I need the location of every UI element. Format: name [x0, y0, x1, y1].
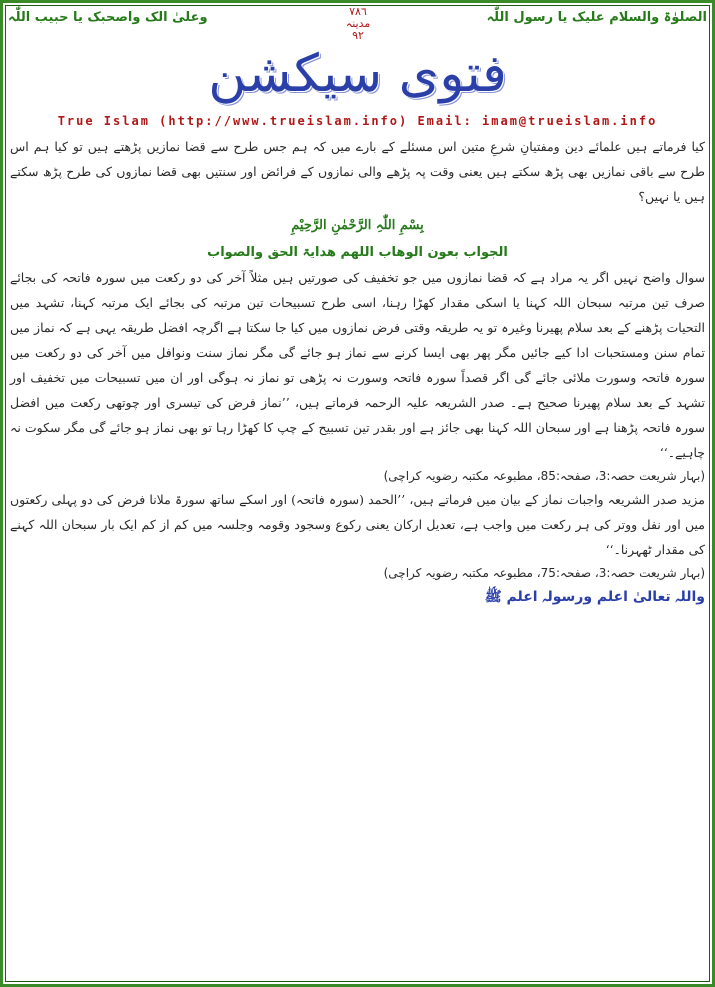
- fatwa-content: [10, 134, 705, 610]
- basmala: بِسْمِ اللّٰہِ الرَّحْمٰنِ الرَّحِیْمِ: [291, 218, 424, 233]
- answer-heading: الجواب بعون الوھاب اللھم ھدایۃ الحق والصواب: [207, 245, 508, 260]
- emblem-line-1: ۷۸٦: [349, 5, 367, 18]
- closing-line: واللہ تعالیٰ اعلم ورسولہ اعلم ﷺ: [484, 589, 705, 605]
- page-title: فتوی سیکشن: [208, 44, 507, 104]
- question-text: کیا فرماتے ہیں علمائے دین ومفتیانِ شرعِ متین اس مسئلے کے بارے میں کہ ہم جس طرح سے قضا نمازیں پڑھتے ہیں تو کیا ہم اس طرح سے باقی نمازیں بھی پڑھ سکتے ہیں یعنی وقت پہ پڑھے والی نمازوں کے فرائض اور سنتیں بھی قضا نمازوں کی طرح پڑھ سکتے ہیں یا نہیں؟: [10, 139, 705, 204]
- emblem-line-3: ۹۲: [352, 29, 364, 42]
- reference-2: (بہار شریعت حصہ:3، صفحہ:75، مطبوعہ مکتبہ رضویہ کراچی): [383, 566, 705, 580]
- header-emblem: [328, 6, 388, 42]
- site-contact-line: True Islam (http://www.trueislam.info) Email: imam@trueislam.info: [57, 114, 658, 128]
- salutation-right: الصلوٰۃ والسلام علیک یا رسول اللّٰہ: [486, 10, 707, 25]
- header-bar: [8, 5, 707, 42]
- emblem-line-2: مدینہ: [345, 17, 371, 30]
- reference-1: (بہار شریعت حصہ:3، صفحہ:85، مطبوعہ مکتبہ رضویہ کراچی): [383, 469, 705, 483]
- additional-text: مزید صدر الشریعہ واجبات نماز کے بیان میں فرماتے ہیں، ’’الحمد (سورہ فاتحہ) اور اسکے ساتھ سورۃ ملانا فرض کی دو پہلی رکعتوں میں اور نفل ووتر کی ہر رکعت میں واجب ہے، تعدیل ارکان یعنی رکوع وسجود وقومہ وجلسہ میں کم از کم ایک بار سبحان اللہ کہنے کی مقدار ٹھہرنا۔‘‘: [10, 492, 705, 557]
- answer-text: سوال واضح نہیں اگر یہ مراد ہے کہ قضا نمازوں میں جو تخفیف کی صورتیں ہیں مثلاً آخر کی دو رکعت میں سورہ فاتحہ کی بجائے صرف تین مرتبہ سبحان اللہ کہنا یا اسکی مقدار کھڑا رہنا، اسی طرح تسبیحات تین مرتبہ کی بجائے ایک مرتبہ کہنا، تشہد میں التحیات پڑھنے کے بعد سلام پھیرنا وغیرہ تو یہ طریقہ وقتی فرض نمازوں میں کیا جا سکتا ہے اگرچہ افضل طریقہ یہی ہے کہ نماز میں تمام سنن ومستحبات ادا کیے جائیں مگر پھر بھی ایسا کرنے سے نماز ہو جائے گی مگر نماز سنت ونوافل میں آخر کی دو رکعت میں سورہ فاتحہ وسورت ملائی جائے گی اگر قصداً سورہ فاتحہ وسورت نہ پڑھی تو نماز نہ ہوگی اور ان میں تسبیحات میں تخفیف اور تشہد کے بعد سلام پھیرنا صحیح ہے۔ صدر الشریعہ علیہ الرحمہ فرماتے ہیں، ’’نماز فرض کی تیسری اور چوتھی رکعت میں افضل سورہ فاتحہ پڑھنا ہے اور سبحان اللہ کہنا بھی جائز ہے اور بقدر تین تسبیح کے چپ کا کھڑا رہا تو بھی نماز ہو جائے گی مگر سکوت نہ چاہیے۔‘‘: [10, 270, 705, 460]
- salutation-left: وعلیٰ الک واصحبک یا حبیب اللّٰہ: [8, 10, 208, 25]
